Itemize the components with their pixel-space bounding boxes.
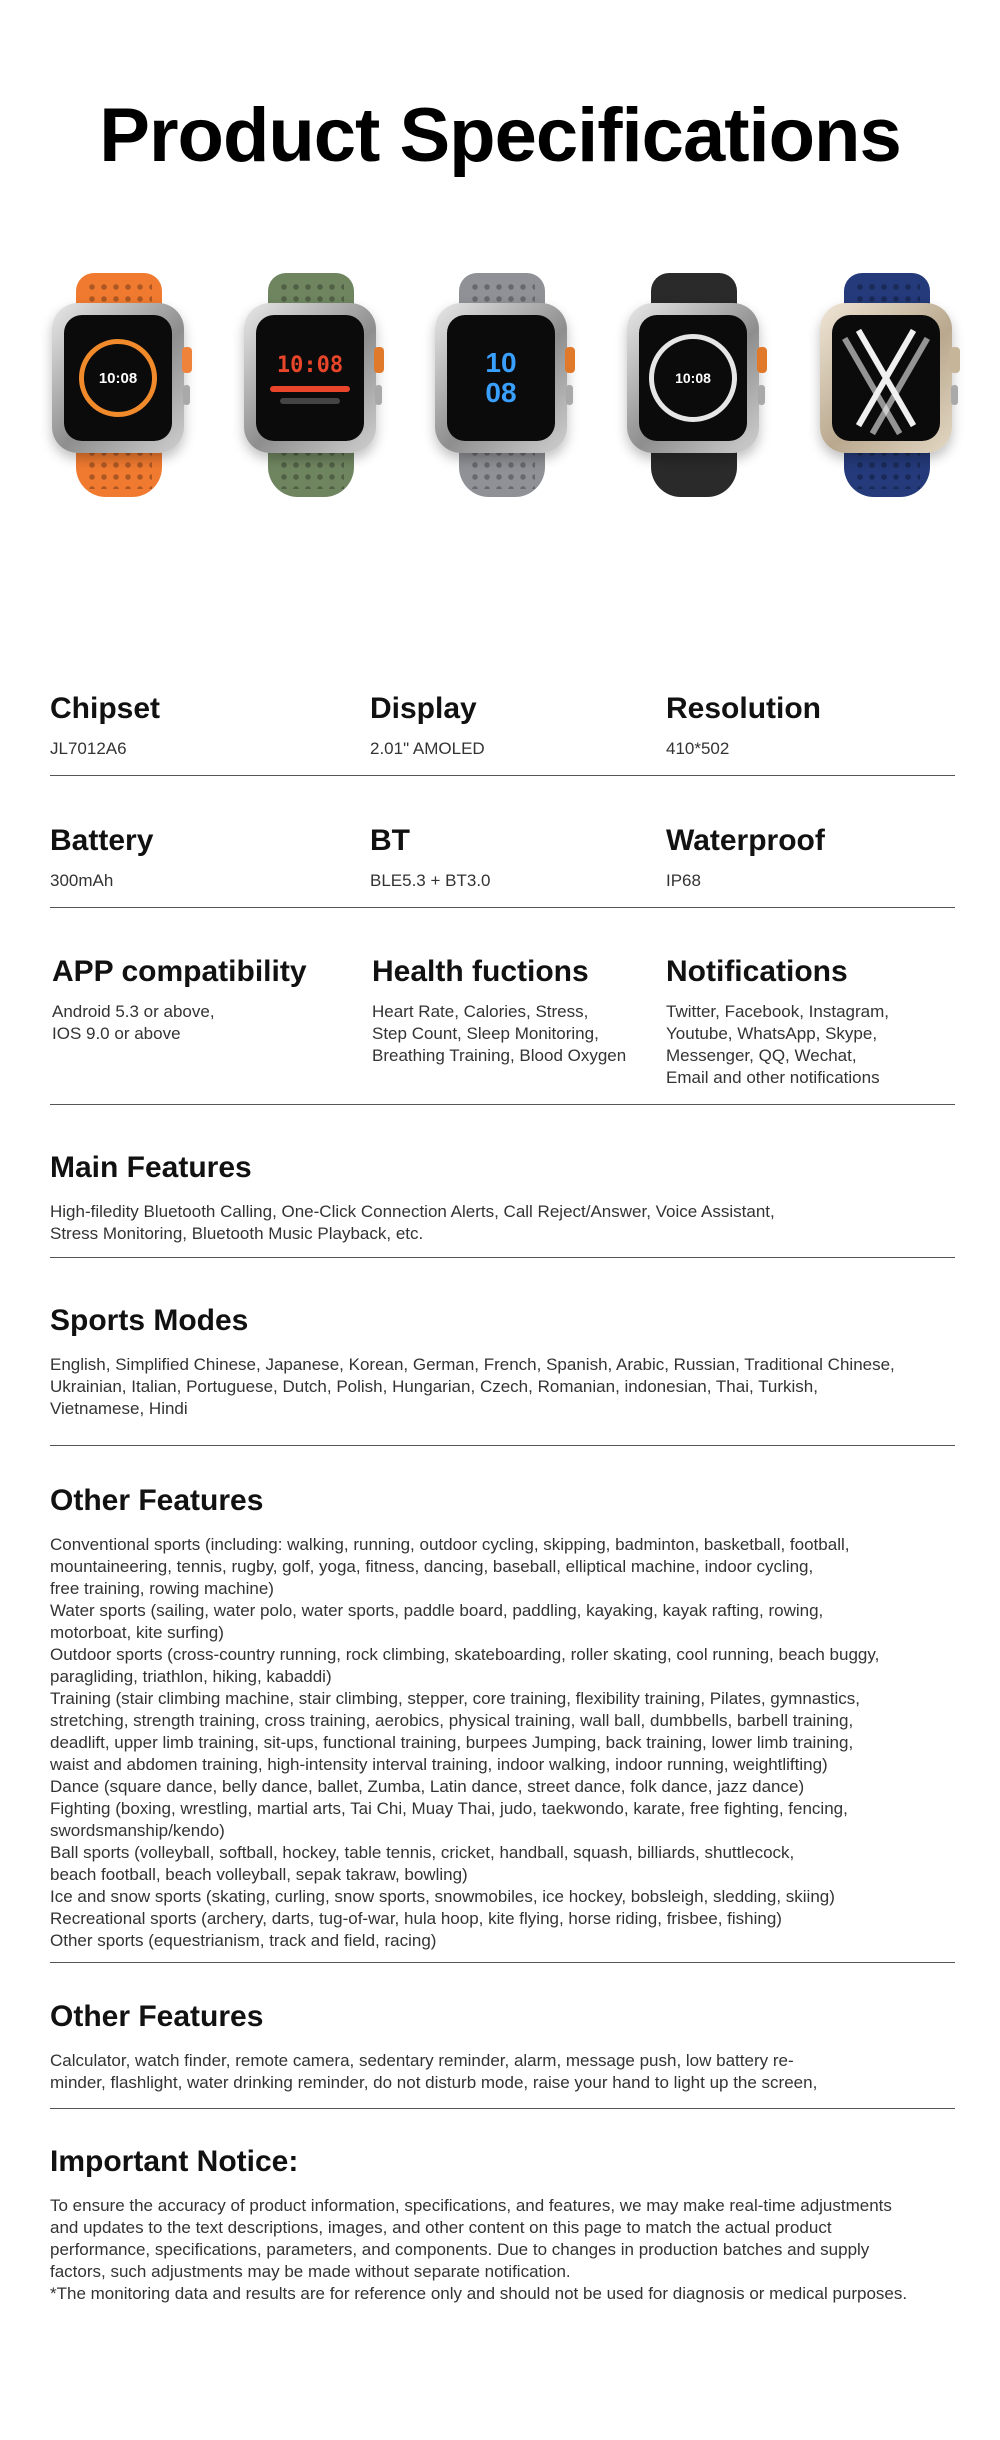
- section-text: To ensure the accuracy of product information, specifications, and features, we may make real-time adjustments and updates to the text descriptions, images, and other content on this page to match the actual product performance, specifications, parameters, and components. Due to changes in production batches and supply factors, such adjustments may be made without separate notification. *The monitoring data and results are for reference only and should not be used for diagnosis or medical purposes.: [50, 2196, 908, 2303]
- page-title: Product Specifications: [99, 93, 901, 178]
- spec-value: JL7012A6: [50, 739, 127, 758]
- spec-resolution: [666, 690, 821, 760]
- watch-screen-time: 10 08: [485, 347, 517, 408]
- section-main-features: [50, 1149, 960, 1245]
- divider: [50, 2108, 955, 2109]
- spec-label: Notifications: [666, 955, 848, 988]
- spec-label: Display: [370, 692, 477, 725]
- spec-label: APP compatibility: [52, 955, 307, 988]
- spec-value: Android 5.3 or above, IOS 9.0 or above: [52, 1002, 215, 1043]
- section-heading: Sports Modes: [50, 1304, 249, 1337]
- watch-black: [605, 265, 780, 505]
- watch-gallery: [0, 265, 1000, 505]
- spec-label: Battery: [50, 824, 154, 857]
- spec-notifications: [666, 953, 889, 1089]
- spec-battery: [50, 822, 153, 892]
- divider: [50, 907, 955, 908]
- spec-waterproof: [666, 822, 825, 892]
- spec-display: [370, 690, 485, 760]
- section-text: English, Simplified Chinese, Japanese, Korean, German, French, Spanish, Arabic, Russian, Traditional Chinese, Ukrainian, Italian, Portuguese, Dutch, Polish, Hungarian, Czech, Romanian, indonesian, Thai, Turkish, Vietnamese, Hindi: [50, 1355, 895, 1418]
- divider: [50, 1104, 955, 1105]
- spec-label: Waterproof: [666, 824, 825, 857]
- section-heading: Main Features: [50, 1151, 252, 1184]
- spec-value: Twitter, Facebook, Instagram, Youtube, WhatsApp, Skype, Messenger, QQ, Wechat, Email and other notifications: [666, 1002, 889, 1087]
- spec-value: 2.01" AMOLED: [370, 739, 485, 758]
- spec-value: 300mAh: [50, 871, 114, 890]
- section-heading: Important Notice:: [50, 2145, 299, 2178]
- spec-bt: [370, 822, 491, 892]
- spec-label: Resolution: [666, 692, 821, 725]
- section-other-features-sports: [50, 1482, 960, 1952]
- spec-value: Heart Rate, Calories, Stress, Step Count, Sleep Monitoring, Breathing Training, Blood Oxygen: [372, 1002, 627, 1065]
- divider: [50, 775, 955, 776]
- spec-value: IP68: [666, 871, 701, 890]
- divider: [50, 1257, 955, 1258]
- section-heading: Other Features: [50, 1484, 264, 1517]
- divider: [50, 1445, 955, 1446]
- section-text: High-filedity Bluetooth Calling, One-Click Connection Alerts, Call Reject/Answer, Voice Assistant, Stress Monitoring, Bluetooth Music Playback, etc.: [50, 1202, 775, 1243]
- watch-grey: [413, 265, 588, 505]
- watch-orange: [30, 265, 205, 505]
- divider: [50, 1962, 955, 1963]
- spec-chipset: [50, 690, 160, 760]
- watch-screen-time: 10:08: [675, 370, 711, 386]
- spec-label: BT: [370, 824, 410, 857]
- section-heading: Other Features: [50, 2000, 264, 2033]
- section-sports-modes: [50, 1302, 960, 1420]
- spec-value: BLE5.3 + BT3.0: [370, 871, 491, 890]
- spec-value: 410*502: [666, 739, 730, 758]
- watch-green: [222, 265, 397, 505]
- section-text: Calculator, watch finder, remote camera, sedentary reminder, alarm, message push, low battery re- minder, flashlight, water drinking reminder, do not disturb mode, raise your hand to light up the screen,: [50, 2051, 818, 2092]
- section-text: Conventional sports (including: walking, running, outdoor cycling, skipping, badminton, basketball, football, mountaineering, tennis, rugby, golf, yoga, fitness, dancing, baseball, elliptical machine, indoor cycling, free training, rowing machine) Water sports (sailing, water polo, water sports, paddle board, paddling, kayaking, kayak rafting, rowing, motorboat, kite surfing) Outdoor sports (cross-country running, rock climbing, skateboarding, roller skating, cool running, beach buggy, paragliding, triathlon, hiking, kabaddi) Training (stair climbing machine, stair climbing, stepper, core training, flexibility training, Pilates, gymnastics, stretching, strength training, cross training, aerobics, physical training, wall ball, dumbbells, barbell training, deadlift, upper limb training, sit-ups, functional training, burpees Jumping, back training, lower limb training, waist and abdomen training, high-intensity interval training, indoor walking, indoor running, weightlifting) Dance (square dance, belly dance, ballet, Zumba, Latin dance, street dance, folk dance, jazz dance) Fighting (boxing, wrestling, martial arts, Tai Chi, Muay Thai, judo, taekwondo, karate, free fighting, fencing, swordsmanship/kendo) Ball sports (volleyball, softball, hockey, table tennis, cricket, handball, squash, billiards, shuttlecock, beach football, beach volleyball, sepak takraw, bowling) Ice and snow sports (skating, curling, snow sports, snowmobiles, ice hockey, bobsleigh, sledding, skiing) Recreational sports (archery, darts, tug-of-war, hula hoop, kite flying, horse riding, frisbee, fishing) Other sports (equestrianism, track and field, racing): [50, 1535, 880, 1950]
- spec-health-functions: [372, 953, 626, 1067]
- watch-screen-time: 10:08: [98, 369, 138, 387]
- spec-label: Chipset: [50, 692, 161, 725]
- section-important-notice: [50, 2143, 960, 2305]
- spec-app-compatibility: [52, 953, 307, 1045]
- spec-label: Health fuctions: [372, 955, 589, 988]
- watch-blue: [798, 265, 973, 505]
- watch-screen-time: 10:08: [276, 352, 344, 378]
- section-other-features-functions: [50, 1998, 960, 2094]
